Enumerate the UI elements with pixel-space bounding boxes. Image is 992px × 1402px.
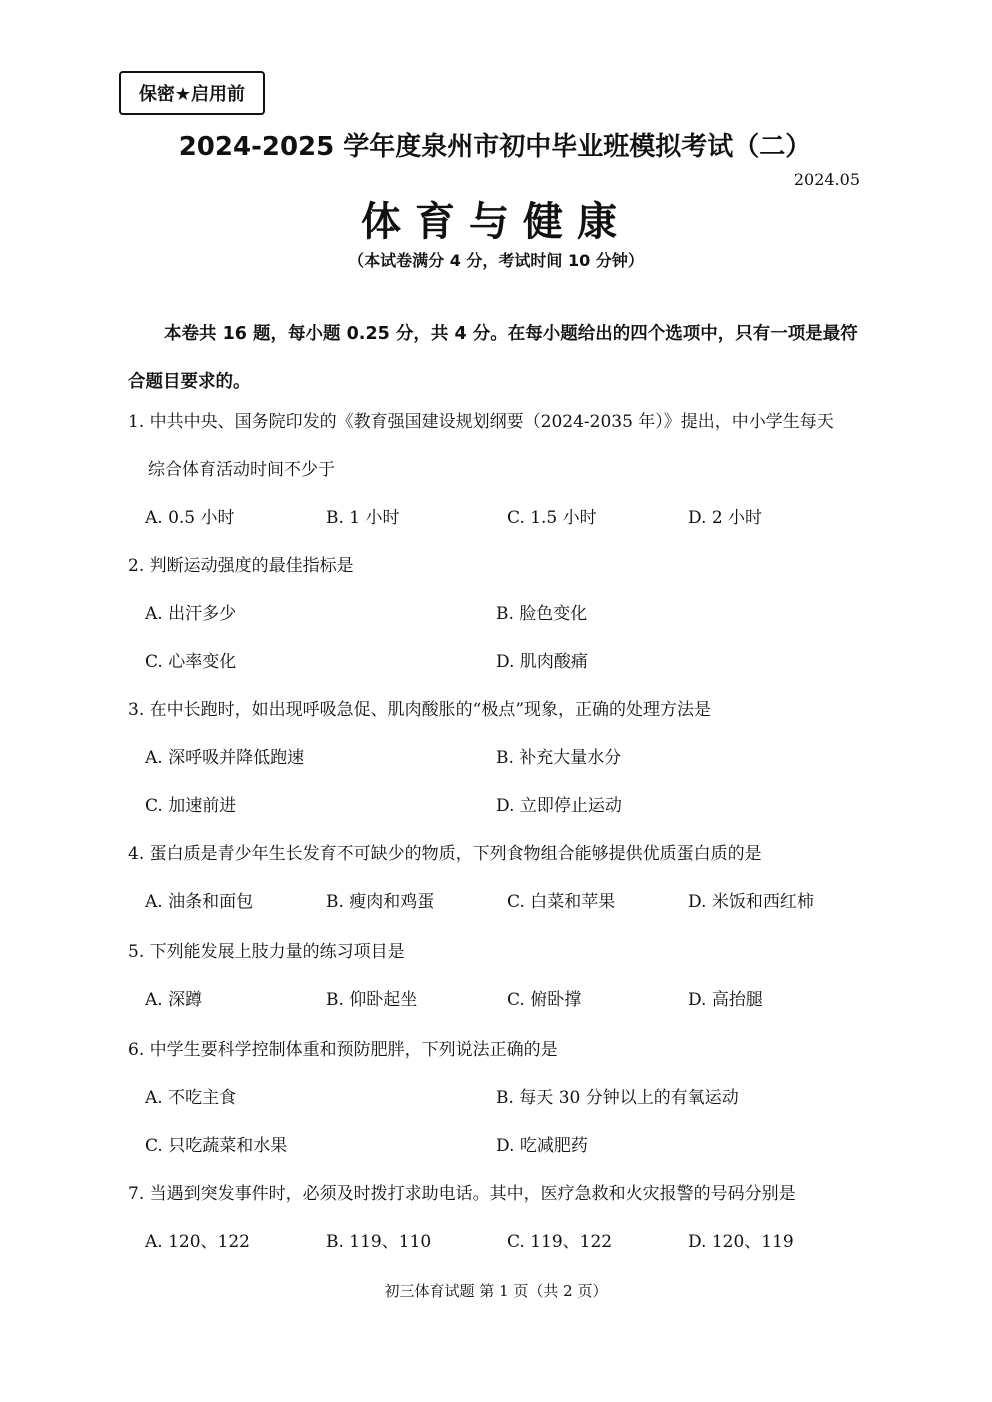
option-a[interactable]: A. 不吃主食 <box>145 1088 237 1108</box>
option-a[interactable]: A. 120、122 <box>145 1232 250 1252</box>
option-c[interactable]: C. 白菜和苹果 <box>507 892 616 912</box>
question-6 <box>128 1026 878 1170</box>
question-stem <box>128 398 878 494</box>
question-1 <box>128 398 878 542</box>
confidential-badge: 保密★启用前 <box>119 71 265 115</box>
question-stem: 5. 下列能发展上肢力量的练习项目是 <box>128 942 405 962</box>
option-list <box>128 590 878 686</box>
option-c[interactable]: C. 心率变化 <box>145 652 237 672</box>
option-b[interactable]: B. 仰卧起坐 <box>326 990 418 1010</box>
option-list <box>128 1218 878 1266</box>
question-stem: 4. 蛋白质是青少年生长发育不可缺少的物质，下列食物组合能够提供优质蛋白质的是 <box>128 844 762 864</box>
option-b[interactable]: B. 脸色变化 <box>496 604 588 624</box>
option-c[interactable]: C. 只吃蔬菜和水果 <box>145 1136 288 1156</box>
option-list <box>128 1074 878 1170</box>
option-c[interactable]: C. 俯卧撑 <box>507 990 582 1010</box>
option-list <box>128 494 878 542</box>
option-c[interactable]: C. 119、122 <box>507 1232 613 1252</box>
question-4 <box>128 830 878 926</box>
question-stem-line: 1. 中共中央、国务院印发的《教育强国建设规划纲要（2024-2035 年）》提出，中小学生每天 <box>128 412 834 432</box>
option-b[interactable]: B. 补充大量水分 <box>496 748 622 768</box>
option-list <box>128 878 878 926</box>
question-stem: 7. 当遇到突发事件时，必须及时拨打求助电话。其中，医疗急救和火灾报警的号码分别是 <box>128 1184 796 1204</box>
option-b[interactable]: B. 瘦肉和鸡蛋 <box>326 892 435 912</box>
option-a[interactable]: A. 油条和面包 <box>145 892 254 912</box>
question-stem: 6. 中学生要科学控制体重和预防肥胖，下列说法正确的是 <box>128 1040 558 1060</box>
question-stem: 3. 在中长跑时，如出现呼吸急促、肌肉酸胀的“极点”现象，正确的处理方法是 <box>128 700 712 720</box>
question-stem-line: 综合体育活动时间不少于 <box>148 460 335 480</box>
option-list <box>128 976 878 1024</box>
question-2 <box>128 542 878 686</box>
question-stem: 2. 判断运动强度的最佳指标是 <box>128 556 354 576</box>
option-b[interactable]: B. 每天 30 分钟以上的有氧运动 <box>496 1088 739 1108</box>
option-d[interactable]: D. 120、119 <box>688 1232 794 1252</box>
option-d[interactable]: D. 2 小时 <box>688 508 763 528</box>
question-3 <box>128 686 878 830</box>
exam-note: （本试卷满分 4 分，考试时间 10 分钟） <box>348 251 644 270</box>
option-list <box>128 734 878 830</box>
option-a[interactable]: A. 深蹲 <box>145 990 203 1010</box>
option-d[interactable]: D. 肌肉酸痛 <box>496 652 588 672</box>
option-a[interactable]: A. 深呼吸并降低跑速 <box>145 748 305 768</box>
option-c[interactable]: C. 加速前进 <box>145 796 237 816</box>
question-5 <box>128 928 878 1024</box>
option-a[interactable]: A. 出汗多少 <box>145 604 237 624</box>
option-b[interactable]: B. 1 小时 <box>326 508 400 528</box>
question-7 <box>128 1170 878 1266</box>
option-c[interactable]: C. 1.5 小时 <box>507 508 597 528</box>
option-b[interactable]: B. 119、110 <box>326 1232 432 1252</box>
option-d[interactable]: D. 立即停止运动 <box>496 796 622 816</box>
option-d[interactable]: D. 吃减肥药 <box>496 1136 588 1156</box>
option-d[interactable]: D. 高抬腿 <box>688 990 763 1010</box>
exam-date: 2024.05 <box>793 170 860 189</box>
page-footer: 初三体育试题 第 1 页（共 2 页） <box>384 1282 608 1300</box>
instructions: 本卷共 16 题，每小题 0.25 分，共 4 分。在每小题给出的四个选项中，只有一项是最符合题目要求的。 <box>128 324 858 392</box>
option-d[interactable]: D. 米饭和西红柿 <box>688 892 814 912</box>
option-a[interactable]: A. 0.5 小时 <box>145 508 235 528</box>
exam-title: 2024-2025 学年度泉州市初中毕业班模拟考试（二） <box>178 132 812 162</box>
subject-title: 体育与健康 <box>361 199 631 245</box>
